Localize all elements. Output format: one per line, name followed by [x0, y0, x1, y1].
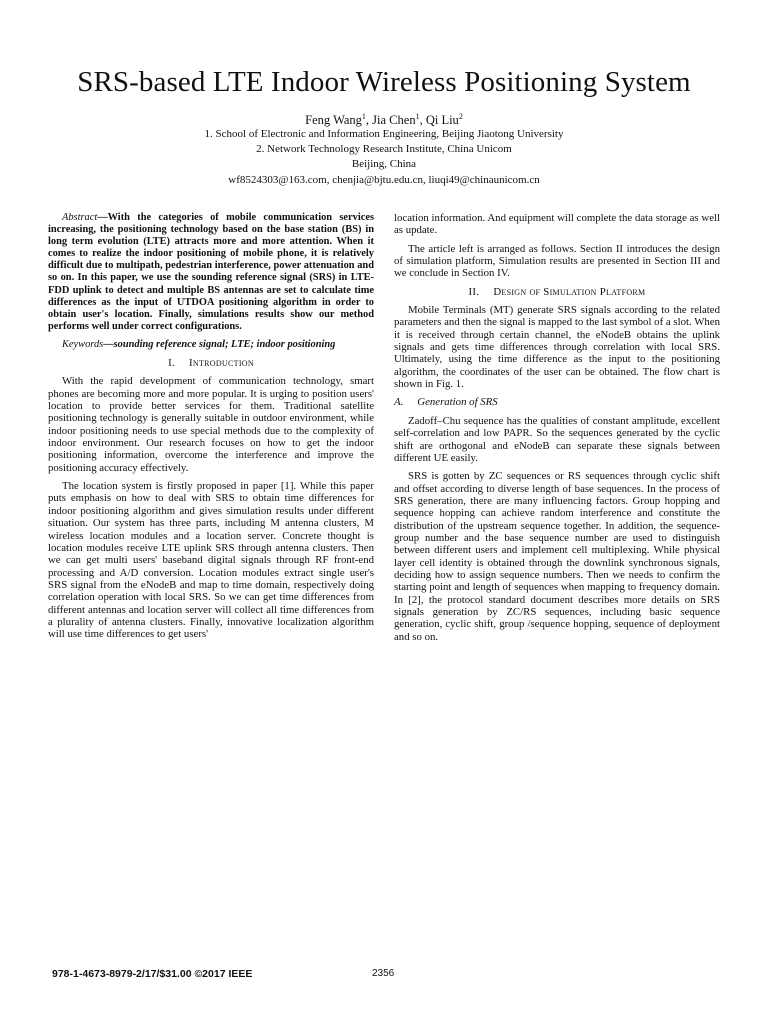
keywords: [48, 339, 374, 351]
body-paragraph: location information. And equipment will complete the data storage as well as update.: [394, 212, 720, 237]
paper-title: SRS-based LTE Indoor Wireless Positioning System: [77, 66, 691, 98]
author-affil-mark: 2: [458, 112, 463, 121]
author-name: Jia Chen: [372, 113, 416, 128]
subsection-number: A.: [394, 396, 404, 409]
subsection-title: Generation of SRS: [417, 396, 498, 409]
body-paragraph: SRS is gotten by ZC sequences or RS sequences through cyclic shift and offset according to diverse length of base sequences. In the process of SRS generation, there are many influencing factors. Group hopping and sequence hopping can achieve random interference and constitute the distribution of the upstream sequence together. In addition, the sequence-group number and the base sequence number are used to distinguish between different users and implement cell multiplexing. While physical layer cell identity is obtained through the downlink synchronous signals, deciding how to assign sequence numbers. Then we needs to confirm the starting point and length of sequences when mapping to frequency domain. In [2], the protocol standard document describes more details on SRS signals generation by ZC/RS sequences, including basic sequence generation, cyclic shift, group /sequence hopping, sequence of deployment and so on.: [394, 470, 720, 643]
affiliation-city: Beijing, China: [351, 158, 417, 171]
copyright-footer: 978-1-4673-8979-2/17/$31.00 ©2017 IEEE: [52, 968, 253, 980]
affiliations: [0, 127, 768, 188]
author-name: Feng Wang: [305, 113, 362, 128]
author-affil-mark: 1: [415, 112, 420, 121]
author-name: Qi Liu: [425, 113, 459, 128]
author-emails: wf8524303@163.com, chenjia@bjtu.edu.cn, liuqi49@chinaunicom.cn: [228, 173, 540, 186]
abstract-label: Abstract: [62, 212, 98, 223]
abstract: [48, 212, 374, 333]
keywords-text: —sounding reference signal; LTE; indoor positioning: [103, 338, 336, 350]
section-heading: [394, 286, 720, 298]
section-heading: [48, 357, 374, 369]
section-number: I.: [168, 357, 175, 370]
body-paragraph: Zadoff–Chu sequence has the qualities of constant amplitude, excellent self-correlation and low PAPR. So the sequences generated by the cyclic shift are orthogonal and eNodeB can separate these signals between different UE easily.: [394, 414, 720, 464]
affiliation-2: 2. Network Technology Research Institute, China Unicom: [256, 143, 512, 156]
left-column: [48, 212, 374, 647]
section-title: Design of Simulation Platform: [493, 285, 646, 298]
page-number: 2356: [372, 968, 395, 979]
body-paragraph: The location system is firstly proposed in paper [1]. While this paper puts emphasis on how to deal with SRS to obtain time differences for indoor positioning algorithm and gives simulation results under different situation. Our system has three parts, including M antenna clusters, M wireless location modules and a location server. Concrete thought is location modules receive LTE uplink SRS through antenna clusters. Then we can get multi users' baseband digital signals through RF front-end processing and A/D conversion. Location modules extract single user's SRS signal from the eNodeB and map to time domain, respectively doing correlation operation with local SRS. So we can get time differences from different antennas and location server will collect all time differences from a plurality of antenna clusters. Finally, innovative localization algorithm will use time differences to get users': [48, 480, 374, 641]
author-affil-mark: 1: [361, 112, 366, 121]
body-paragraph: The article left is arranged as follows. Section II introduces the design of simulation platform, Simulation results are presented in Section III and we conclude in Section IV.: [394, 242, 720, 280]
body-paragraph: With the rapid development of communication technology, smart phones are becoming more and more popular. It is urging to position users' location to provide better services for them. Traditional satellite positioning technology is generally suitable in outdoor environment, while indoor positioning needs to use special methods due to the complexity of indoor environment. Our research focuses on how to get the indoor positioning information, overcome the interference and improve the positioning accuracy effectively.: [48, 375, 374, 474]
affiliation-1: 1. School of Electronic and Information Engineering, Beijing Jiaotong University: [204, 128, 564, 140]
subsection-heading: [394, 396, 720, 408]
keywords-label: Keywords: [62, 338, 104, 350]
abstract-text: —With the categories of mobile communication services increasing, the positioning technology based on the base station (BS) in long term evolution (LTE) attracts more and more attention. When it comes to realize the indoor positioning of mobile phone, it is relatively difficult due to multipath, pedestrian interference, power attenuation and so on. In this paper, we use the sounding reference signal (SRS) in LTE-FDD uplink to detect and multiple BS antennas are set to calculate time differences as the input of UTDOA positioning algorithm in order to obtain user's location. Finally, simulations results show our method performs well under correct configurations.: [48, 212, 374, 332]
author-line: Feng Wang$^1$, Jia Chen$^1$, Qi Liu$^2$: [305, 112, 463, 128]
section-title: Introduction: [188, 357, 254, 370]
body-paragraph: Mobile Terminals (MT) generate SRS signals according to the related parameters and then the signal is mapped to the last symbol of a slot. When it is received through certain channel, the eNodeB obtains the uplink signals and gets time differences through correlation with local SRS. Ultimately, using the time difference as the input to the positioning algorithm, the coordinates of the user can be obtained. The flow chart is shown in Fig. 1.: [394, 304, 720, 391]
right-column: [394, 212, 720, 649]
section-number: II.: [468, 285, 480, 298]
